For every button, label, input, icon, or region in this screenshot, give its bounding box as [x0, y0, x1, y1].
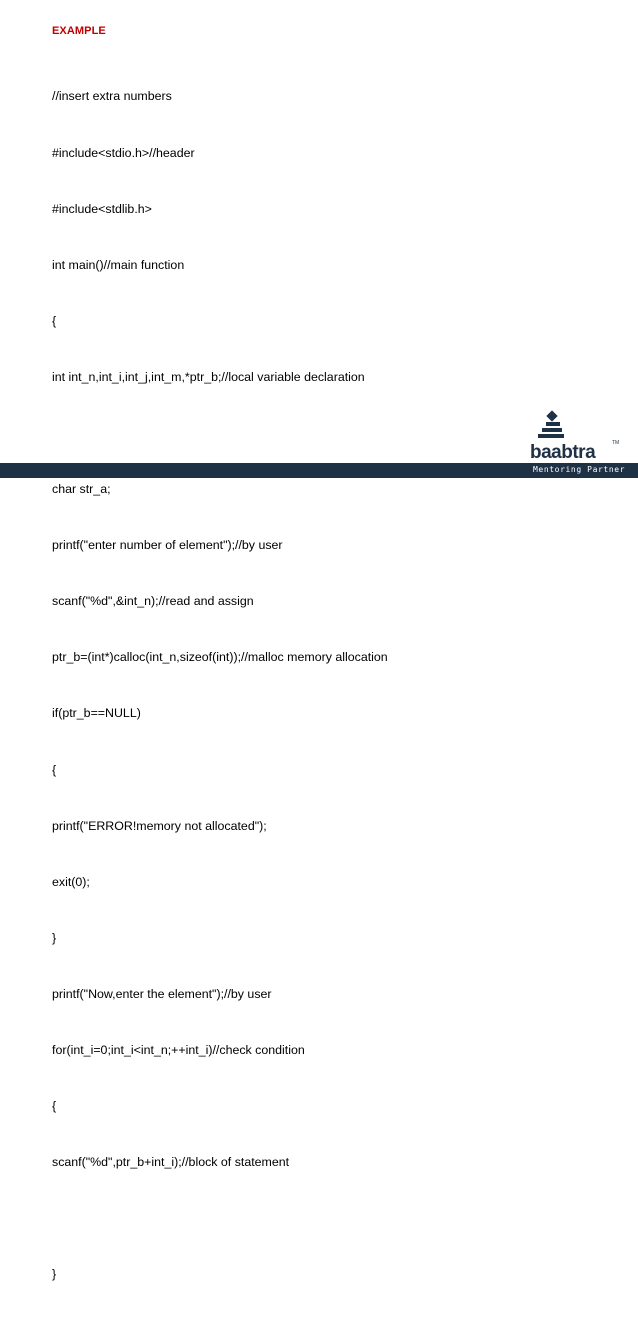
code-line: printf("ERROR!memory not allocated"); — [52, 818, 267, 833]
code-line: if(ptr_b==NULL) — [52, 706, 141, 721]
logo-tagline: Mentoring Partner — [533, 465, 626, 474]
code-line: int main()//main function — [52, 257, 185, 272]
code-line: ptr_b=(int*)calloc(int_n,sizeof(int));//malloc memory allocation — [52, 650, 388, 665]
code-line: char str_a; — [52, 482, 111, 497]
code-line: printf("enter number of element");//by user — [52, 538, 283, 553]
code-line: } — [52, 1267, 57, 1282]
code-line: #include<stdlib.h> — [52, 201, 152, 216]
code-line: for(int_i=0;int_i<int_n;++int_i)//check condition — [52, 1043, 305, 1057]
code-line: { — [52, 762, 57, 777]
logo-trademark: TM — [612, 440, 620, 446]
code-line: int int_n,int_i,int_j,int_m,*ptr_b;//local variable declaration — [52, 369, 365, 384]
code-line: #include<stdio.h>//header — [52, 145, 195, 160]
code-line: { — [52, 1099, 57, 1114]
code-line — [52, 1209, 388, 1228]
code-line: //insert extra numbers — [52, 89, 172, 104]
code-line: scanf("%d",ptr_b+int_i);//block of statement — [52, 1155, 290, 1170]
code-line: printf("Now,enter the element");//by user — [52, 986, 272, 1001]
code-line: scanf("%d",&int_n);//read and assign — [52, 594, 254, 609]
code-line — [52, 424, 388, 443]
code-line: { — [52, 313, 57, 328]
code-line: exit(0); — [52, 874, 90, 889]
code-block — [52, 50, 388, 1321]
logo-wordmark: baabtra — [530, 442, 596, 463]
slide-heading: EXAMPLE — [52, 25, 106, 37]
code-line: } — [52, 930, 57, 945]
